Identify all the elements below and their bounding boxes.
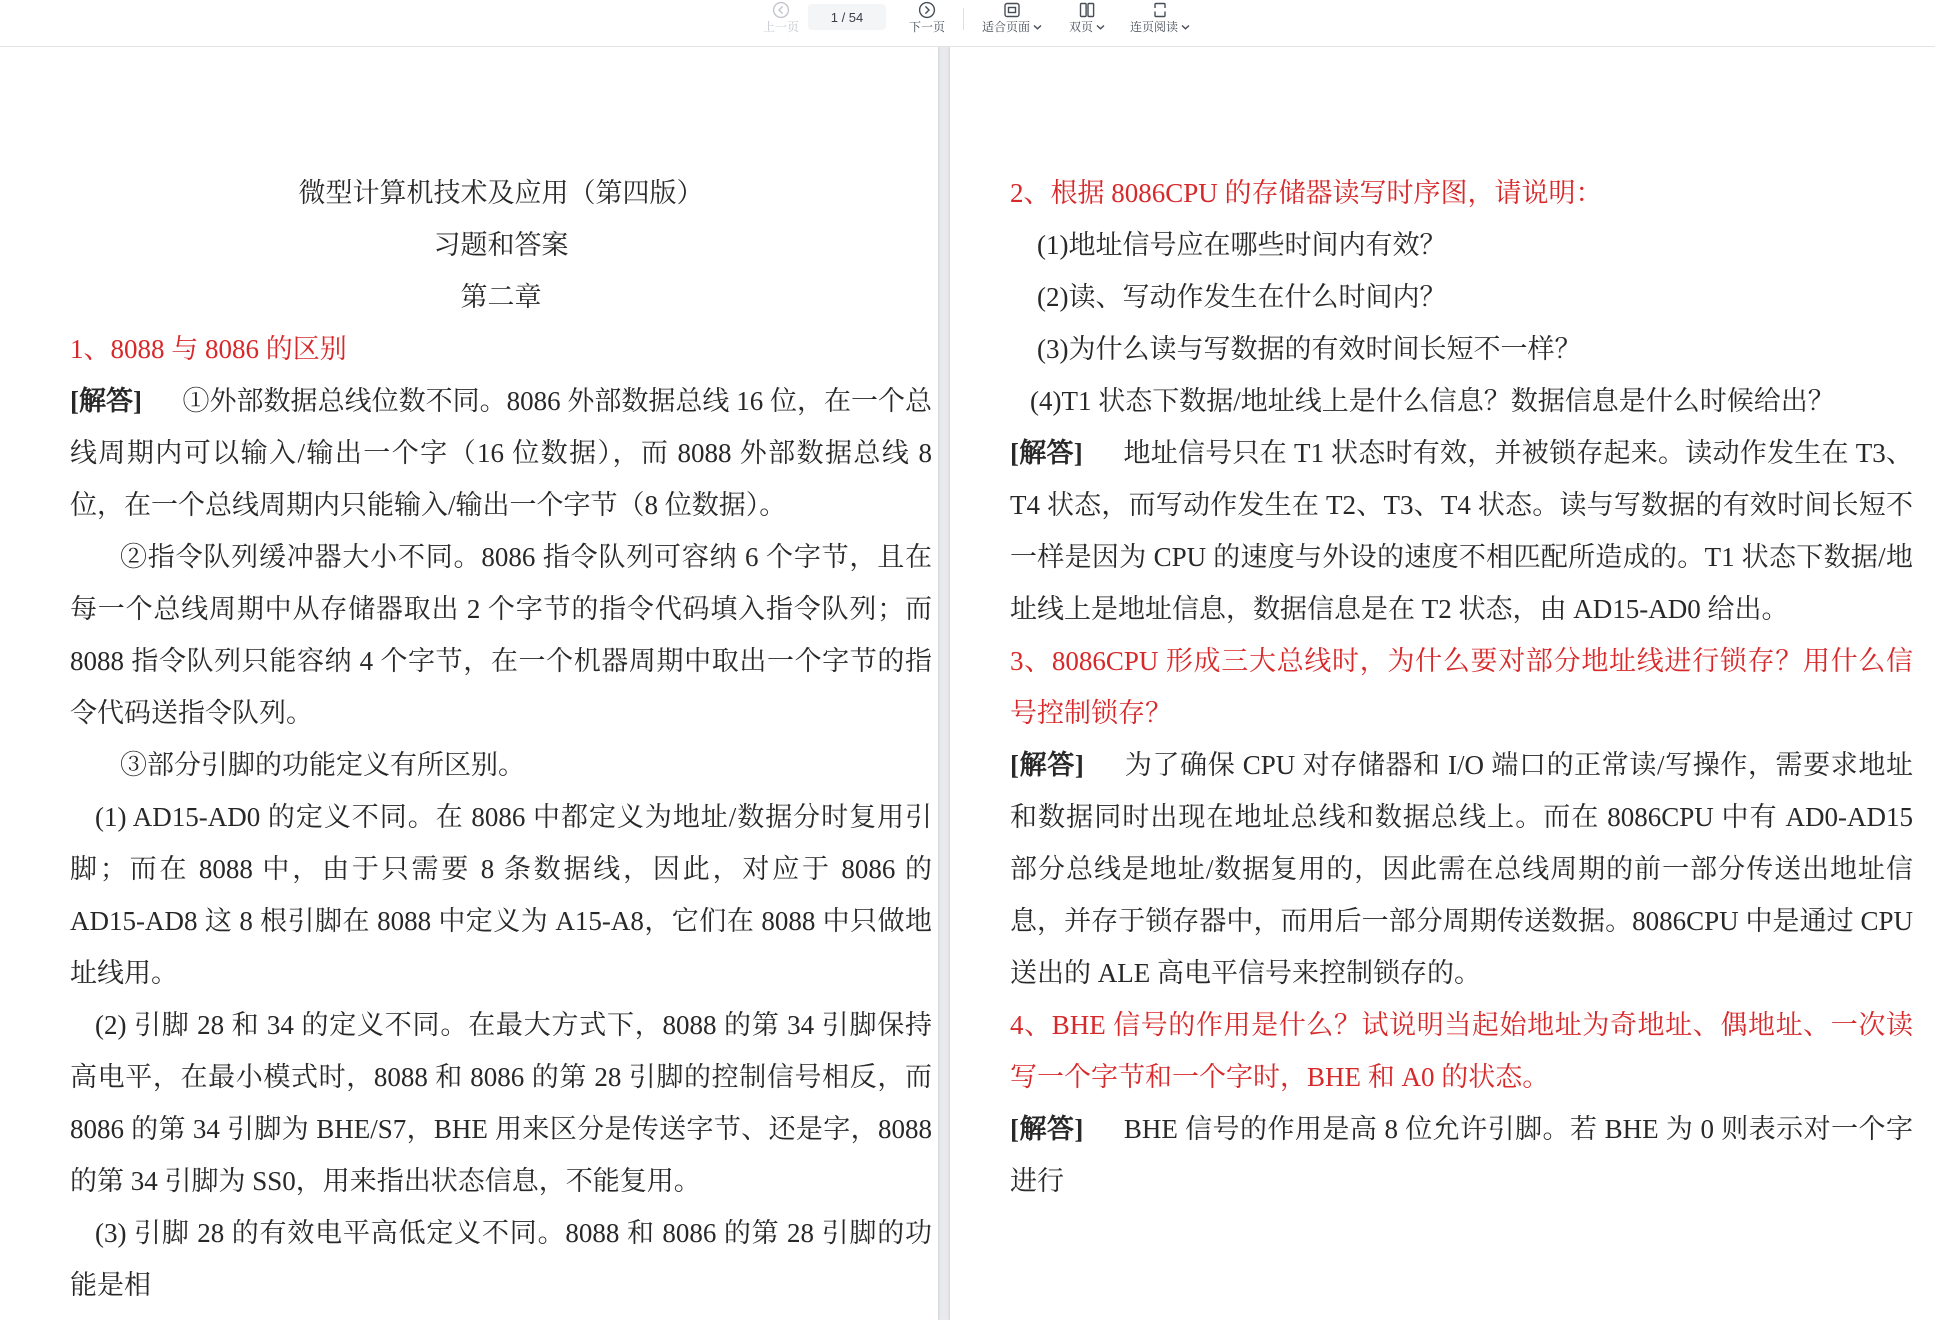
doc-title-line: 习题和答案 [433, 230, 569, 260]
body-paragraph: ②指令队列缓冲器大小不同。8086 指令队列可容纳 6 个字节，且在每一个总线周期中从存储器取出 2 个字节的指令代码填入指令队列；而 8088 指令队列只能容纳 4 个字节，在一个机器周期中取出一个字节的指令代码送指令队列。 [70, 542, 932, 728]
chevron-down-icon [1096, 23, 1105, 31]
chevron-down-icon [1181, 23, 1190, 31]
body-paragraph: (2) 引脚 28 和 34 的定义不同。在最大方式下，8088 的第 34 引脚保持高电平，在最小模式时，8088 和 8086 的第 28 引脚的控制信号相反，而 8086 的第 34 引脚为 BHE/S7，BHE 用来区分是传送字节、还是字，8088 的第 34 引脚为 SS0，用来指出状态信息，不能复用。 [70, 1010, 932, 1196]
sub-question: (3)为什么读与写数据的有效时间长短不一样？ [1037, 334, 1582, 364]
pdf-viewer-toolbar [0, 0, 1935, 47]
document-page-2 [950, 47, 1935, 1320]
doc-title-line: 微型计算机技术及应用（第四版） [298, 178, 704, 208]
chevron-down-icon [1033, 23, 1042, 31]
question-heading: 4、BHE 信号的作用是什么？试说明当起始地址为奇地址、偶地址、一次读写一个字节和一个字时，BHE 和 A0 的状态。 [1010, 1010, 1913, 1092]
question-heading: 3、8086CPU 形成三大总线时，为什么要对部分地址线进行锁存？用什么信号控制锁存？ [1010, 646, 1913, 728]
body-paragraph: (1) AD15-AD0 的定义不同。在 8086 中都定义为地址/数据分时复用引脚；而在 8088 中，由于只需要 8 条数据线，因此，对应于 8086 的 AD15-AD8 这 8 根引脚在 8088 中定义为 A15-A8，它们在 8088 中只做地址线用。 [70, 802, 932, 988]
answer-label: [解答] [1010, 750, 1084, 780]
two-page-label: 双页 [1068, 20, 1093, 34]
question-heading: 2、根据 8086CPU 的存储器读写时序图，请说明： [1010, 178, 1603, 208]
prev-page-button[interactable] [757, 1, 805, 34]
body-paragraph: (3) 引脚 28 的有效电平高低定义不同。8088 和 8086 的第 28 引脚的功能是相 [70, 1218, 932, 1300]
answer-text: 地址信号只在 T1 状态时有效，并被锁存起来。读动作发生在 T3、T4 状态，而写动作发生在 T2、T3、T4 状态。读与写数据的有效时间长短不一样是因为 CPU 的速度与外设的速度不相匹配所造成的。T1 状态下数据/地址线上是地址信息，数据信息是在 T2 状态，由 AD15-AD0 给出。 [1010, 438, 1914, 624]
fit-page-label: 适合页面 [981, 20, 1030, 34]
chevron-left-circle-icon [772, 1, 790, 19]
next-page-button[interactable] [903, 1, 951, 34]
two-page-view-button[interactable] [1060, 1, 1114, 34]
answer-paragraph [1010, 739, 1913, 999]
fit-page-icon [1003, 1, 1021, 19]
sub-question: (1)地址信号应在哪些时间内有效？ [1037, 230, 1447, 260]
continuous-pages-icon [1151, 1, 1169, 19]
answer-label: [解答] [1010, 438, 1083, 468]
sub-question: (4)T1 状态下数据/地址线上是什么信息？数据信息是什么时候给出？ [1030, 386, 1835, 416]
two-page-icon [1078, 1, 1096, 19]
sub-question: (2)读、写动作发生在什么时间内？ [1037, 282, 1447, 312]
prev-page-label: 上一页 [762, 20, 799, 34]
answer-text: ①外部数据总线位数不同。8086 外部数据总线 16 位，在一个总线周期内可以输入/输出一个字（16 位数据），而 8088 外部数据总线 8 位，在一个总线周期内只能输入/输出一个字节（8 位数据）。 [70, 386, 933, 520]
page-indicator[interactable] [808, 4, 886, 30]
page-1-text [70, 323, 932, 1311]
document-page-1 [0, 47, 938, 1320]
page-indicator-value: 1 / 54 [830, 9, 864, 25]
answer-paragraph [1010, 1103, 1913, 1207]
body-paragraph: ③部分引脚的功能定义有所区别。 [120, 750, 525, 780]
toolbar-separator [963, 8, 964, 30]
question-heading: 1、8088 与 8086 的区别 [70, 334, 347, 364]
answer-paragraph [1010, 427, 1913, 635]
page-2-text [1010, 167, 1913, 1207]
chevron-right-circle-icon [918, 1, 936, 19]
answer-label: [解答] [70, 386, 143, 416]
answer-label: [解答] [1010, 1114, 1084, 1144]
next-page-label: 下一页 [908, 20, 945, 34]
continuous-read-button[interactable] [1118, 1, 1202, 34]
continuous-read-label: 连页阅读 [1129, 20, 1178, 34]
fit-page-button[interactable] [972, 1, 1052, 34]
document-title-block [70, 167, 932, 323]
answer-text: BHE 信号的作用是高 8 位允许引脚。若 BHE 为 0 则表示对一个字进行 [1010, 1114, 1914, 1196]
answer-paragraph [70, 375, 932, 531]
document-view [0, 47, 1935, 1300]
answer-text: 为了确保 CPU 对存储器和 I/O 端口的正常读/写操作，需要求地址和数据同时出现在地址总线和数据总线上。而在 8086CPU 中有 AD0-AD15 部分总线是地址/数据复用的，因此需在总线周期的前一部分传送出地址信息，并存于锁存器中，而用后一部分周期传送数据。8086CPU 中是通过 CPU 送出的 ALE 高电平信号来控制锁存的。 [1010, 750, 1913, 988]
doc-title-line: 第二章 [460, 282, 542, 312]
